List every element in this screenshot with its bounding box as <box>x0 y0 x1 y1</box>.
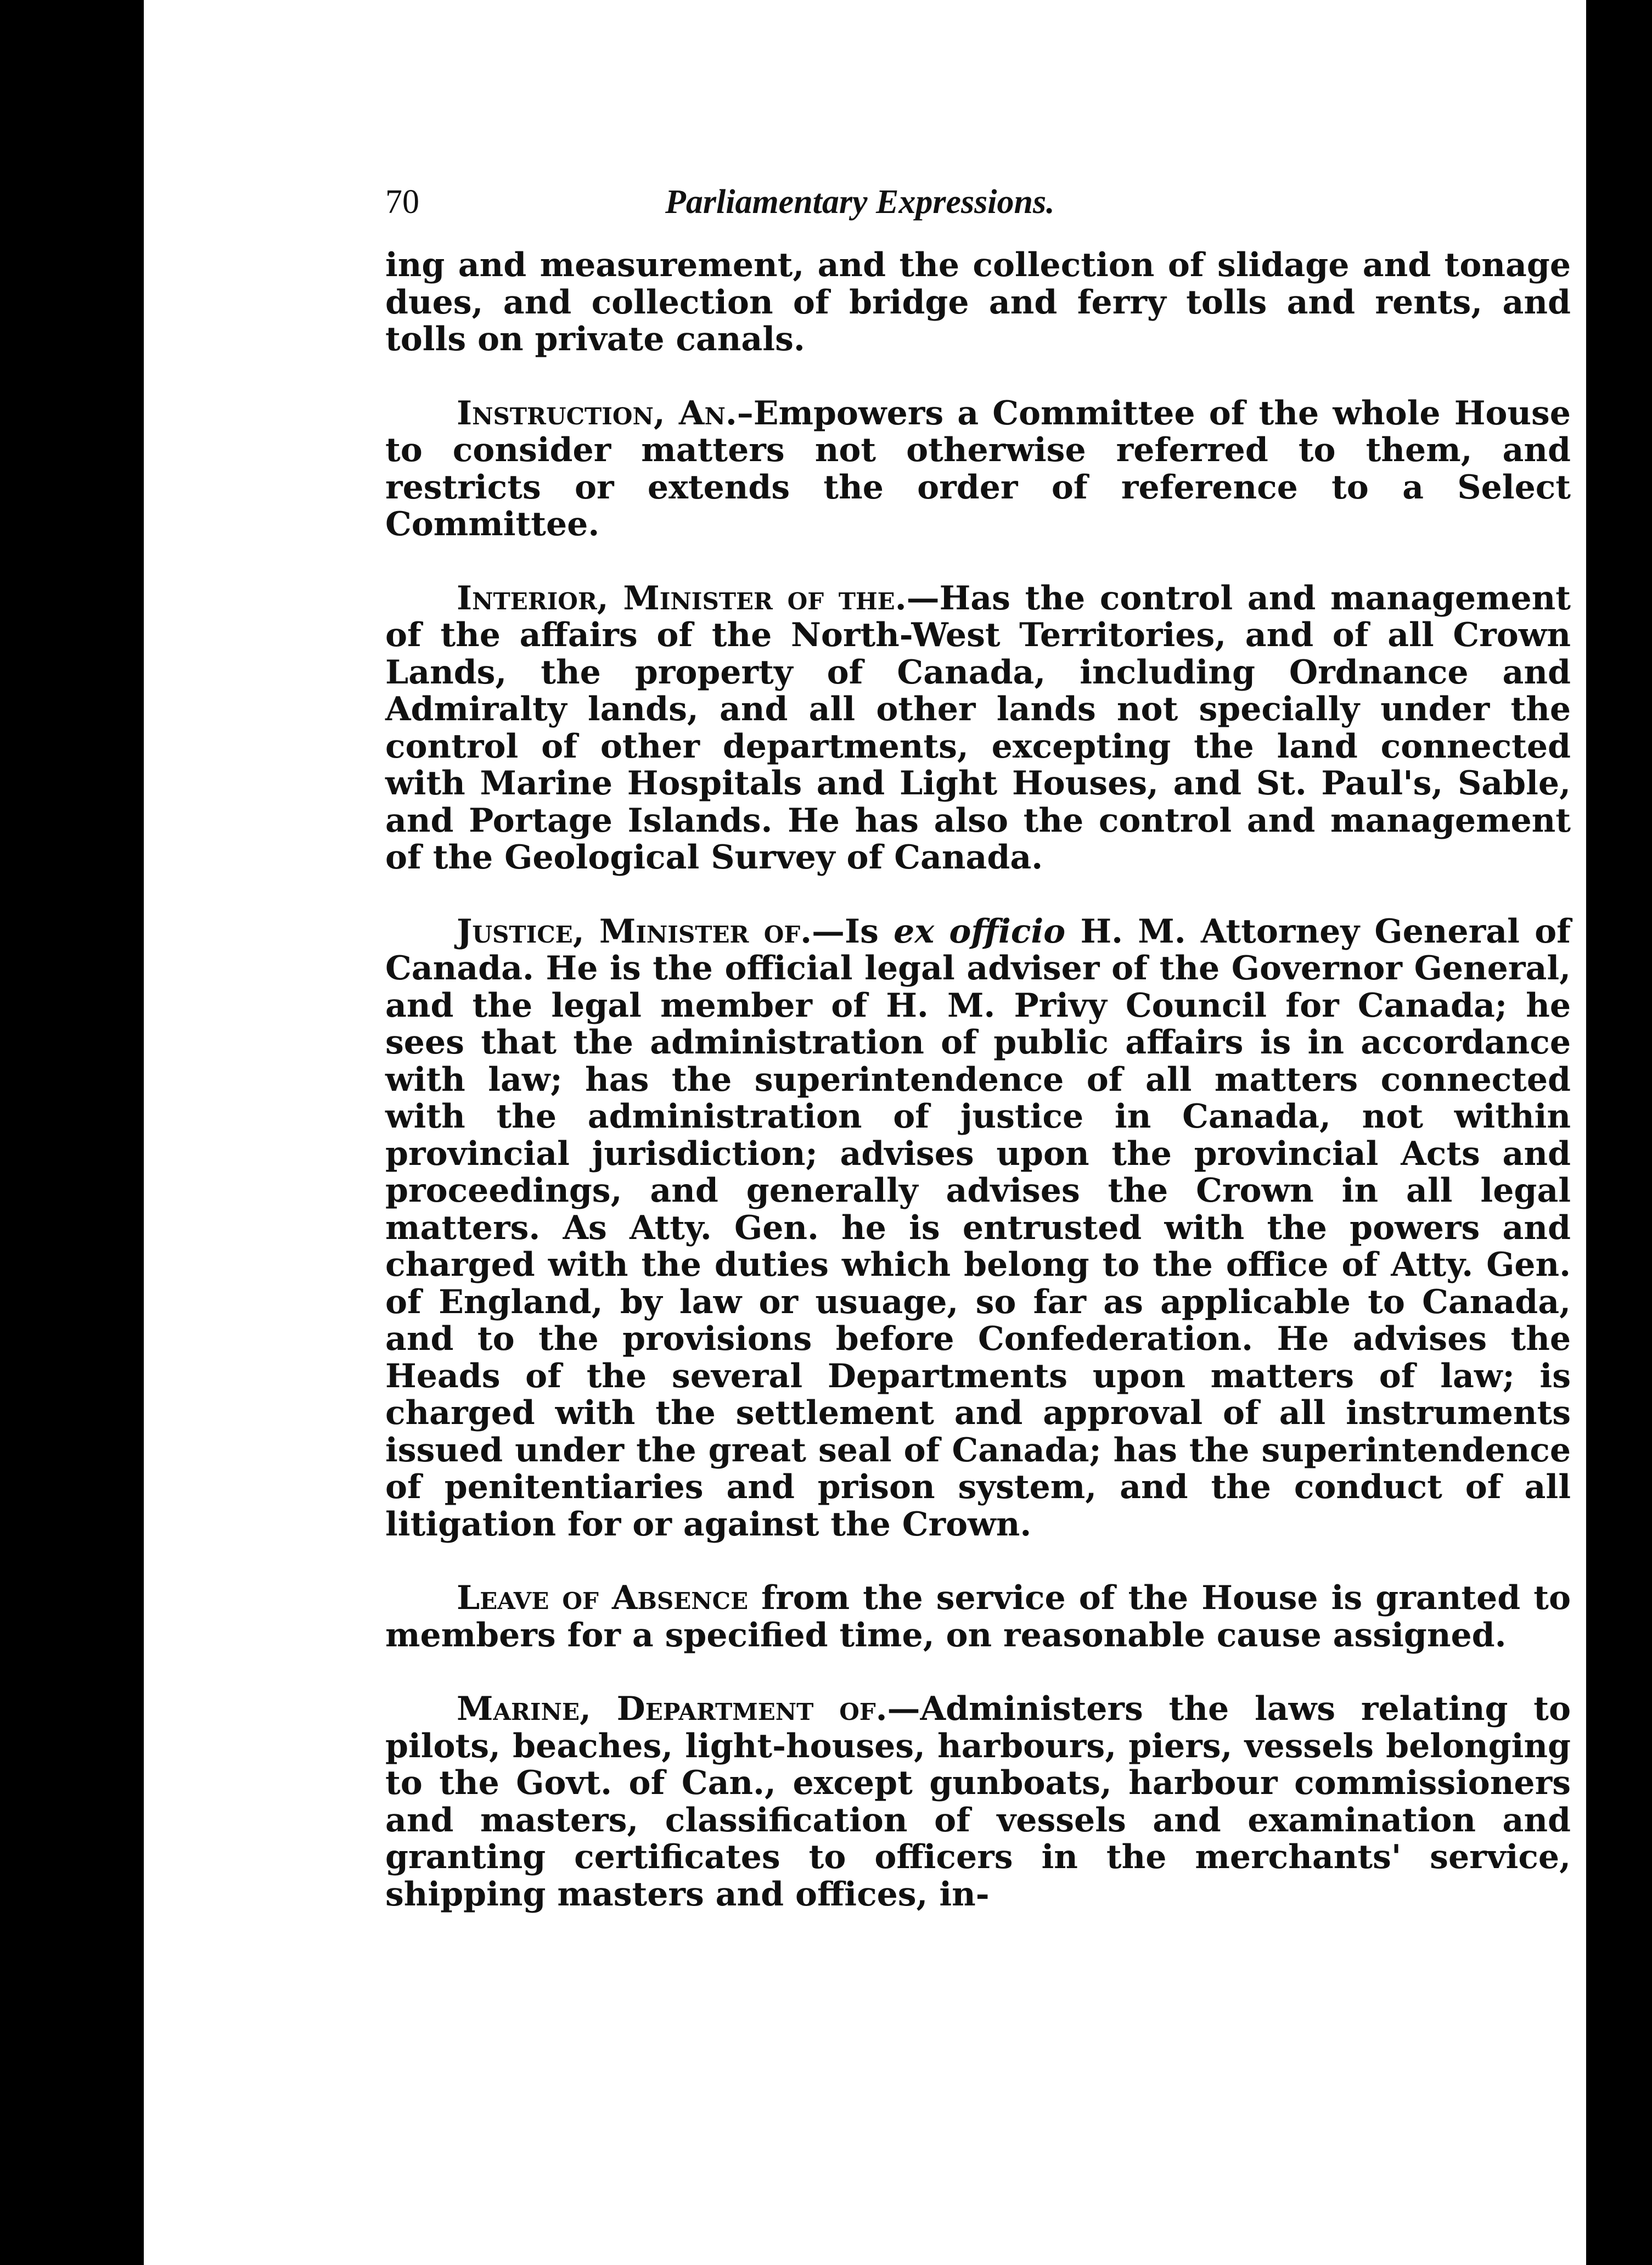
entry-interior-minister <box>385 580 1571 877</box>
paragraph-continuation <box>385 247 1571 358</box>
entry-text-lead: —Is <box>812 912 894 951</box>
entry-text: —Administers the laws relating to pilots, beaches, light-houses, harbours, piers, vessels belonging to the Govt. of Can., except gunboats, harbour commissioners and masters, classification of vessels and examination and granting certificates to officers in the merchants' service, shipping masters and offices, in- <box>385 1690 1571 1914</box>
entry-text: –Empowers a Committee of the whole House to consider matters not otherwise referred to them, and restricts or extends the order of reference to a Select Committee. <box>385 394 1571 543</box>
entry-text-italic: ex officio <box>894 912 1066 951</box>
entry-term: Instruction, An. <box>457 394 737 433</box>
entry-term: Leave of Absence <box>457 1579 749 1617</box>
entry-leave-of-absence <box>385 1580 1571 1654</box>
entry-instruction <box>385 395 1571 543</box>
entry-term: Marine, Department of. <box>457 1690 887 1728</box>
entry-text: —Has the control and management of the affairs of the North-West Territories, and of all Crown Lands, the property of Canada, including Ordnance and Admiralty lands, and all other lands not specially under the control of other departments, excepting the land connected with Marine Hospitals and Light Houses, and St. Paul's, Sable, and Portage Islands. He has also the control and management of the Geological Survey of Canada. <box>385 579 1571 877</box>
entry-marine-department <box>385 1691 1571 1913</box>
entry-text: from the service of the House is granted to members for a specified time, on reasonable cause assigned. <box>385 1579 1571 1655</box>
entry-term: Justice, Minister of. <box>457 912 812 951</box>
text-column <box>385 167 1571 1950</box>
entry-term: Interior, Minister of the. <box>457 579 907 618</box>
page-number: 70 <box>385 183 419 221</box>
book-page <box>144 0 1586 2265</box>
page-header <box>385 167 1571 233</box>
entry-justice-minister <box>385 913 1571 1544</box>
entry-text: H. M. Attorney General of Canada. He is the official legal adviser of the Governor General, and the legal member of H. M. Privy Council for Canada; he sees that the administration of public affairs is in accordance with law; has the superintendence of all matters connected with the administration of justice in Canada, not within provincial jurisdiction; advises upon the provincial Acts and proceedings, and generally advises the Crown in all legal matters. As Atty. Gen. he is entrusted with the powers and charged with the duties which belong to the office of Atty. Gen. of England, by law or usuage, so far as applicable to Canada, and to the provisions before Confederation. He advises the Heads of the several Departments upon matters of law; is charged with the settlement and approval of all instruments issued under the great seal of Canada; has the superintendence of penitentiaries and prison system, and the conduct of all litigation for or against the Crown. <box>385 912 1571 1544</box>
paragraph-text: ing and measurement, and the collection of slidage and tonage dues, and collection of bridge and ferry tolls and rents, and tolls on private canals. <box>385 246 1571 358</box>
running-title: Parliamentary Expressions. <box>665 183 1055 221</box>
